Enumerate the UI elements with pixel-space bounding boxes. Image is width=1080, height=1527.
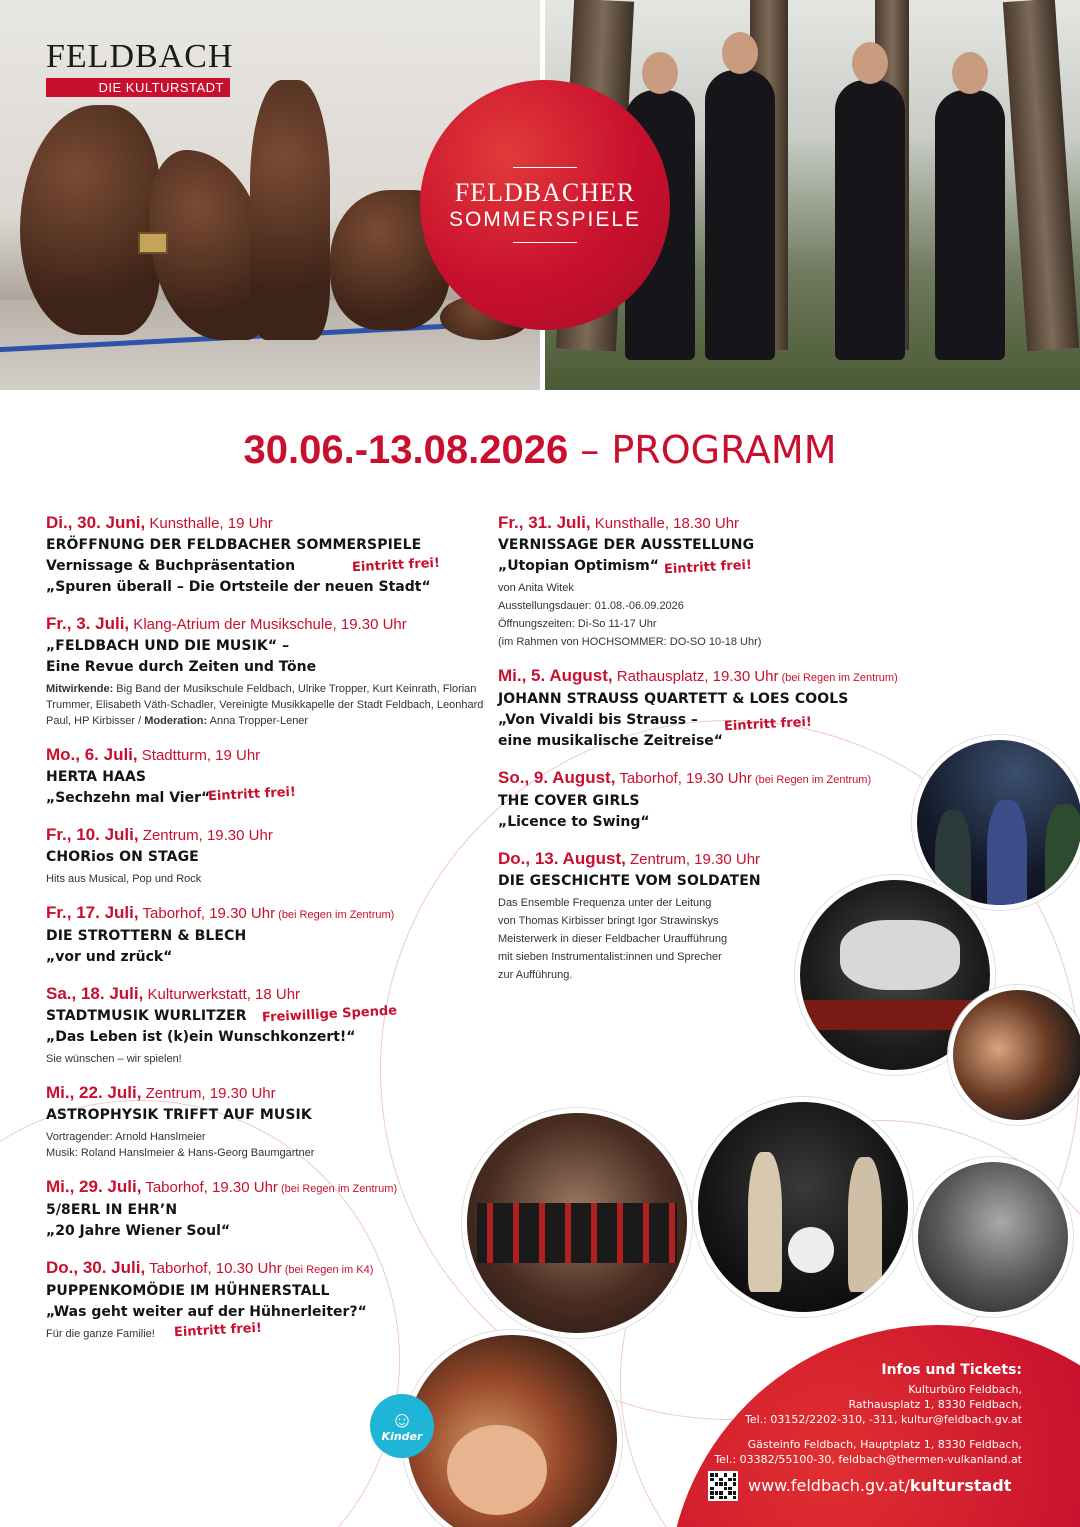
event-venue: Rathausplatz, 19.30 Uhr: [612, 668, 779, 685]
event-detail: von Anita Witek: [498, 582, 574, 594]
info-line: Tel.: 03382/55100-30, feldbach@thermen-vulkanland.at: [714, 1453, 1022, 1466]
event-venue: Stadtturm, 19 Uhr: [137, 747, 261, 764]
festival-title-line1: FELDBACHER: [454, 178, 636, 207]
headline-dates: 30.06.-13.08.2026: [243, 428, 569, 472]
info-line: Rathausplatz 1, 8330 Feldbach,: [848, 1398, 1022, 1411]
event-subtitle: „Spuren überall – Die Ortsteile der neuen Stadt“: [46, 579, 431, 595]
event-detail: von Thomas Kirbisser bringt Igor Strawinskys: [498, 915, 719, 927]
event-subtitle: „Utopian Optimism“: [498, 558, 659, 574]
drum: [788, 1227, 834, 1273]
event-date: Do., 13. August,: [498, 849, 626, 868]
person-figure: [748, 1152, 782, 1292]
page-headline: [0, 428, 1080, 473]
event-item: [498, 665, 918, 752]
event-detail: Mitwirkende: Big Band der Musikschule Feldbach, Ulrike Tropper, Kurt Keinrath, Florian Trummer, Elisabeth Väth-Schadler, Vereinigte Musikkapelle der Stadt Feldbach, Leonhard Paul, HP Kirbisser / Moderation: Anna Tropper-Lener: [46, 683, 484, 727]
event-date: Fr., 10. Juli,: [46, 825, 139, 844]
person-figure: [848, 1157, 882, 1292]
event-subtitle: Vernissage & Buchpräsentation: [46, 558, 296, 574]
info-line: Gästeinfo Feldbach, Hauptplatz 1, 8330 Feldbach,: [747, 1438, 1022, 1451]
event-detail: Öffnungszeiten: Di-So 11-17 Uhr: [498, 618, 657, 630]
event-date: Sa., 18. Juli,: [46, 984, 144, 1003]
choir-rows: [477, 1203, 677, 1263]
event-weather-note: (bei Regen im Zentrum): [277, 1183, 398, 1195]
event-item: [46, 1176, 486, 1242]
website-link[interactable]: www.feldbach.gv.at/kulturstadt: [748, 1476, 1012, 1495]
event-item: [46, 983, 486, 1067]
event-weather-note: (bei Regen im Zentrum): [275, 909, 395, 921]
event-detail: Ausstellungsdauer: 01.08.-06.09.2026: [498, 600, 684, 612]
divider: [513, 167, 577, 168]
event-venue: Kulturwerkstatt, 18 Uhr: [143, 986, 301, 1003]
event-venue: Taborhof, 19.30 Uhr: [615, 770, 752, 787]
small-painting: [138, 232, 168, 254]
event-date: Do., 30. Juli,: [46, 1258, 146, 1277]
sculpture: [250, 80, 330, 340]
event-title: JOHANN STRAUSS QUARTETT & LOES COOLS: [498, 691, 849, 707]
musician-figure: [935, 90, 1005, 360]
event-title: DIE GESCHICHTE VOM SOLDATEN: [498, 873, 761, 889]
event-venue: Taborhof, 10.30 Uhr: [145, 1260, 282, 1277]
headline-program: PROGRAMM: [611, 428, 837, 472]
event-subtitle: „20 Jahre Wiener Soul“: [46, 1223, 231, 1239]
event-detail: zur Aufführung.: [498, 969, 573, 981]
event-title: „FELDBACH UND DIE MUSIK“ –: [46, 638, 290, 654]
choir-photo-circle: [462, 1108, 692, 1338]
donation-label: Freiwillige Spende: [261, 1003, 398, 1026]
brand-tagline: DIE KULTURSTADT: [46, 78, 230, 97]
person-figure: [1045, 804, 1080, 910]
event-detail: Das Ensemble Frequenza unter der Leitung: [498, 897, 712, 909]
event-detail: Musik: Roland Hanslmeier & Hans-Georg Baumgartner: [46, 1147, 315, 1159]
event-title: STADTMUSIK WURLITZER: [46, 1008, 247, 1024]
event-date: So., 9. August,: [498, 768, 616, 787]
event-detail: (im Rahmen von HOCHSOMMER: DO-SO 10-18 Uhr): [498, 636, 762, 648]
event-venue: Taborhof, 19.30 Uhr: [141, 1179, 278, 1196]
event-title: PUPPENKOMÖDIE IM HÜHNERSTALL: [46, 1283, 330, 1299]
event-item: [46, 902, 486, 968]
event-title: HERTA HAAS: [46, 769, 147, 785]
info-heading: Infos und Tickets:: [881, 1362, 1022, 1378]
event-weather-note: (bei Regen im K4): [281, 1264, 374, 1276]
event-detail: Sie wünschen – wir spielen!: [46, 1053, 182, 1065]
event-title: ASTROPHYSIK TRIFFT AUF MUSIK: [46, 1107, 312, 1123]
event-venue: Kunsthalle, 19 Uhr: [145, 515, 273, 532]
person-figure: [840, 920, 960, 990]
info-line: Kulturbüro Feldbach,: [908, 1383, 1022, 1396]
event-item: [46, 1257, 486, 1342]
event-subtitle: „Was geht weiter auf der Hühnerleiter?“: [46, 1304, 367, 1320]
singer-photo-circle: [948, 985, 1080, 1125]
event-title: ERÖFFNUNG DER FELDBACHER SOMMERSPIELE: [46, 537, 422, 553]
event-date: Fr., 3. Juli,: [46, 614, 130, 633]
event-date: Fr., 17. Juli,: [46, 903, 139, 922]
event-detail: Für die ganze Familie!: [46, 1328, 155, 1340]
event-weather-note: (bei Regen im Zentrum): [751, 774, 872, 786]
event-date: Di., 30. Juni,: [46, 513, 146, 532]
sculpture: [20, 105, 160, 335]
event-venue: Zentrum, 19.30 Uhr: [141, 1085, 276, 1102]
kids-badge: [370, 1394, 434, 1458]
event-detail: mit sieben Instrumentalist:innen und Sprecher: [498, 951, 722, 963]
event-subtitle: „Licence to Swing“: [498, 814, 650, 830]
event-subtitle: „Sechzehn mal Vier“: [46, 790, 211, 806]
free-entry-label: Eintritt frei!: [723, 714, 813, 735]
cover-girls-photo-circle: [693, 1097, 913, 1317]
free-entry-label: Eintritt frei!: [207, 784, 297, 805]
event-item: [46, 824, 486, 887]
event-subtitle: „vor und zrück“: [46, 949, 173, 965]
festival-title-line2: SOMMERSPIELE: [448, 208, 642, 231]
event-detail: Hits aus Musical, Pop und Rock: [46, 873, 202, 885]
event-title: VERNISSAGE DER AUSSTELLUNG: [498, 537, 755, 553]
event-date: Mo., 6. Juli,: [46, 745, 138, 764]
event-detail: Meisterwerk in dieser Feldbacher Uraufführung: [498, 933, 728, 945]
event-title: THE COVER GIRLS: [498, 793, 640, 809]
event-venue: Zentrum, 19.30 Uhr: [138, 827, 273, 844]
event-item: [498, 512, 918, 650]
free-entry-label: Eintritt frei!: [663, 557, 753, 578]
event-subtitle: „Das Leben ist (k)ein Wunschkonzert!“: [46, 1029, 356, 1045]
event-title: 5/8ERL IN EHR’N: [46, 1202, 178, 1218]
event-subtitle: Eine Revue durch Zeiten und Töne: [46, 659, 317, 675]
tree-trunk: [1003, 0, 1079, 351]
event-title: CHORios ON STAGE: [46, 849, 199, 865]
event-item: [46, 512, 486, 598]
event-date: Fr., 31. Juli,: [498, 513, 591, 532]
headline-separator: –: [568, 428, 612, 472]
brand-name: FELDBACH: [46, 38, 234, 75]
kids-badge-label: Kinder: [381, 1430, 423, 1443]
event-title: DIE STROTTERN & BLECH: [46, 928, 247, 944]
events-left-column: [46, 512, 486, 1357]
event-item: [46, 1082, 486, 1161]
smile-icon: ☺: [390, 1407, 414, 1432]
event-subtitle: eine musikalische Zeitreise“: [498, 733, 724, 749]
event-date: Mi., 5. August,: [498, 666, 613, 685]
stravinsky-portrait-circle: [913, 1157, 1073, 1317]
event-venue: Zentrum, 19.30 Uhr: [625, 851, 761, 868]
musician-figure: [705, 70, 775, 360]
person-figure: [987, 800, 1027, 910]
event-date: Mi., 29. Juli,: [46, 1177, 142, 1196]
info-line: Tel.: 03152/2202-310, -311, kultur@feldbach.gv.at: [745, 1413, 1022, 1426]
event-subtitle: „Von Vivaldi bis Strauss –: [498, 712, 698, 728]
brand-logo: [46, 38, 234, 97]
event-weather-note: (bei Regen im Zentrum): [778, 672, 898, 684]
event-venue: Kunsthalle, 18.30 Uhr: [590, 515, 740, 532]
free-entry-label: Eintritt frei!: [173, 1320, 263, 1341]
event-item: [46, 613, 486, 729]
puppet-face: [447, 1425, 547, 1515]
event-item: [498, 767, 918, 833]
info-block: [690, 1360, 1022, 1467]
qr-code-icon: [708, 1471, 738, 1501]
festival-logo-circle: [420, 80, 670, 330]
event-item: [46, 744, 486, 809]
event-detail: Vortragender: Arnold Hanslmeier: [46, 1131, 206, 1143]
divider: [513, 242, 577, 243]
event-date: Mi., 22. Juli,: [46, 1083, 142, 1102]
free-entry-label: Eintritt frei!: [351, 555, 441, 576]
event-venue: Taborhof, 19.30 Uhr: [138, 905, 276, 922]
musician-figure: [835, 80, 905, 360]
event-venue: Klang-Atrium der Musikschule, 19.30 Uhr: [129, 616, 407, 633]
